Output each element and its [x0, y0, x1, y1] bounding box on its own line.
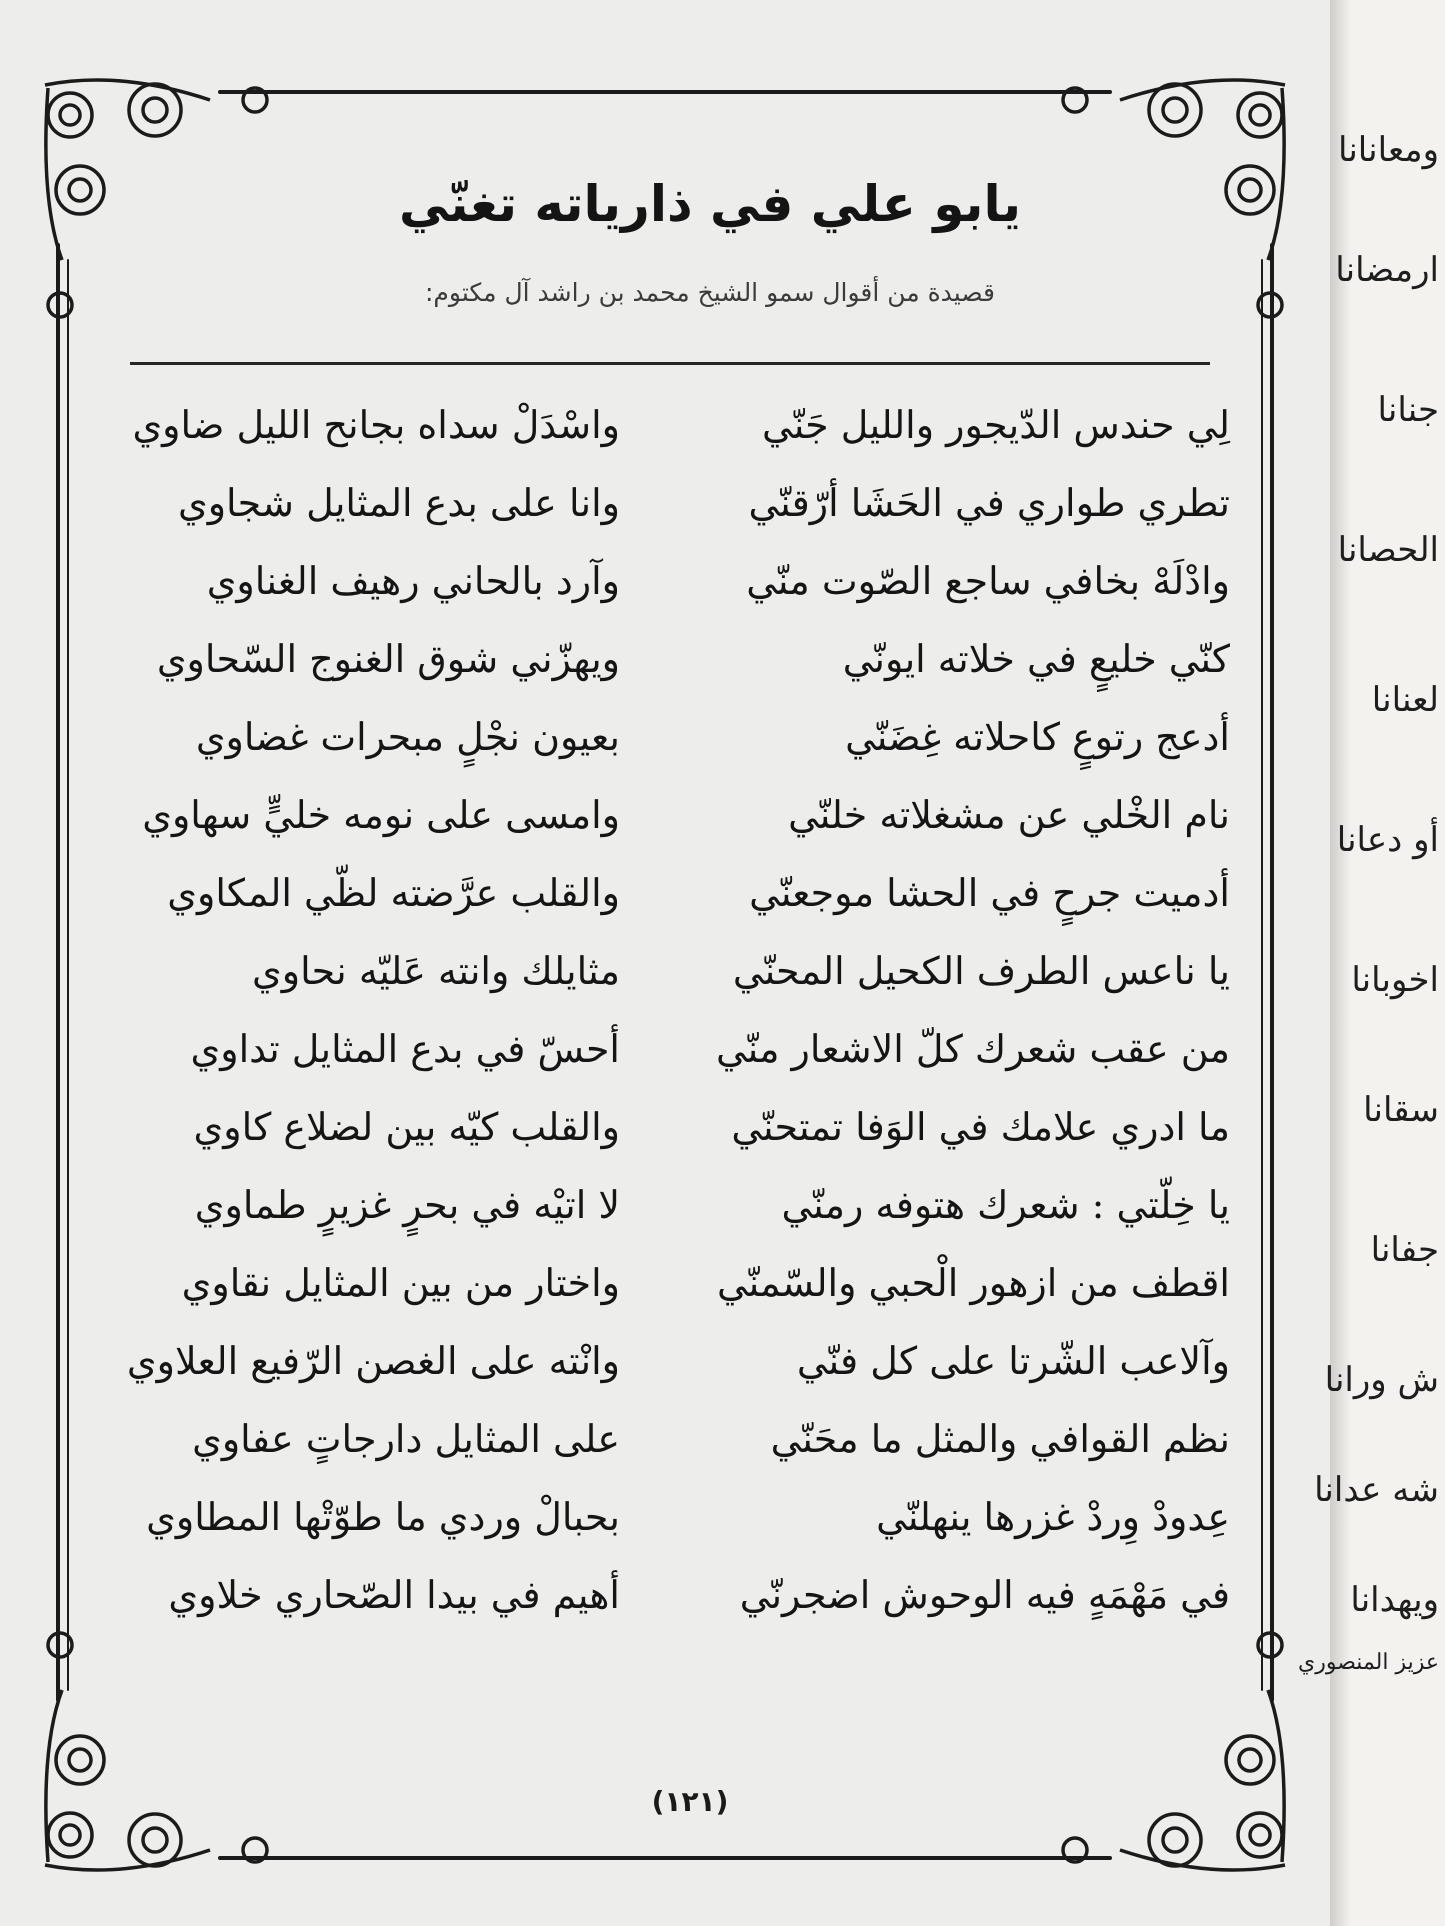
verse-second-hemistich: مثايلك وانته عَليّه نحاوي	[251, 949, 620, 993]
verse-first-hemistich: نام الخْلي عن مشغلاته خلنّي	[788, 793, 1230, 837]
adjacent-page-text: ويهدانا	[1350, 1580, 1439, 1620]
verse-second-hemistich: على المثايل دارجاتٍ عفاوي	[192, 1417, 620, 1461]
verse-first-hemistich: ما ادري علامك في الوَفا تمتحنّي	[731, 1105, 1230, 1149]
verse-row	[120, 1092, 1230, 1162]
adjacent-page-text: ارمضانا	[1335, 250, 1439, 290]
verse-first-hemistich: كنّي خليعٍ في خلاته ايونّي	[842, 637, 1230, 681]
verse-second-hemistich: بعيون نجْلٍ مبحرات غضاوي	[195, 715, 620, 759]
adjacent-page-text: لعنانا	[1371, 680, 1439, 720]
verse-second-hemistich: ويهزّني شوق الغنوج السّحاوي	[156, 637, 620, 681]
verse-row	[120, 1482, 1230, 1552]
verse-first-hemistich: نظم القوافي والمثل ما محَنّي	[770, 1417, 1230, 1461]
verse-row	[120, 624, 1230, 694]
verse-first-hemistich: لِي حندس الدّيجور والليل جَنّي	[762, 403, 1230, 447]
verse-row	[120, 780, 1230, 850]
page-number: (١٢١)	[651, 1785, 729, 1818]
verse-second-hemistich: أحسّ في بدع المثايل تداوي	[190, 1027, 620, 1071]
verse-second-hemistich: وانْته على الغصن الرّفيع العلاوي	[126, 1339, 620, 1383]
adjacent-page-text: عزيز المنصوري	[1298, 1650, 1439, 1675]
adjacent-page-text: ومعانانا	[1337, 130, 1439, 170]
adjacent-page-text: الحصانا	[1337, 530, 1439, 570]
adjacent-page-text: جفانا	[1370, 1230, 1439, 1270]
verse-first-hemistich: تطري طواري في الحَشَا أرّقنّي	[748, 481, 1230, 525]
verse-row	[120, 1560, 1230, 1630]
adjacent-page-edge	[1298, 0, 1445, 1926]
adjacent-page-text: ش ورانا	[1324, 1360, 1439, 1400]
verse-first-hemistich: أدعج رتوعٍ كاحلاته غِضَنّي	[845, 715, 1230, 759]
verse-row	[120, 1170, 1230, 1240]
poem-verses	[120, 390, 1230, 1650]
poem-subtitle: قصيدة من أقوال سمو الشيخ محمد بن راشد آل مكتوم:	[425, 278, 995, 307]
verse-second-hemistich: والقلب كيّه بين لضلاع كاوي	[193, 1105, 620, 1149]
verse-first-hemistich: يا ناعس الطرف الكحيل المحنّي	[732, 949, 1230, 993]
verse-second-hemistich: وانا على بدع المثايل شجاوي	[177, 481, 620, 525]
verse-row	[120, 936, 1230, 1006]
verse-second-hemistich: بحبالْ وردي ما طوّتْها المطاوي	[146, 1495, 620, 1539]
verse-first-hemistich: وآلاعب الشّرتا على كل فنّي	[796, 1339, 1230, 1383]
verse-first-hemistich: عِدودْ وِردْ غزرها ينهلنّي	[876, 1495, 1230, 1539]
verse-row	[120, 546, 1230, 616]
verse-row	[120, 390, 1230, 460]
verse-first-hemistich: يا خِلّتي : شعرك هتوفه رمنّي	[781, 1183, 1230, 1227]
verse-row	[120, 1014, 1230, 1084]
verse-first-hemistich: اقطف من ازهور الْحبي والسّمنّي	[716, 1261, 1230, 1305]
verse-first-hemistich: وادْلَهْ بخافي ساجع الصّوت منّي	[746, 559, 1230, 603]
verse-second-hemistich: وامسى على نومه خليٍّ سهاوي	[142, 793, 620, 837]
verse-first-hemistich: من عقب شعرك كلّ الاشعار منّي	[715, 1027, 1230, 1071]
adjacent-page-text: جنانا	[1377, 390, 1439, 430]
poem-title: يابو علي في ذارياته تغنّي	[399, 175, 1021, 233]
verse-row	[120, 1404, 1230, 1474]
title-divider	[130, 362, 1210, 365]
adjacent-page-text: اخوبانا	[1351, 960, 1439, 1000]
verse-second-hemistich: لا اتيْه في بحرٍ غزيرٍ طماوي	[194, 1183, 620, 1227]
verse-second-hemistich: وآرد بالحاني رهيف الغناوي	[206, 559, 620, 603]
verse-first-hemistich: أدميت جرحٍ في الحشا موجعنّي	[749, 871, 1230, 915]
verse-row	[120, 702, 1230, 772]
verse-second-hemistich: أهيم في بيدا الصّحاري خلاوي	[168, 1573, 620, 1617]
verse-second-hemistich: والقلب عرَّضته لظّي المكاوي	[167, 871, 620, 915]
adjacent-page-text: أو دعانا	[1336, 820, 1439, 860]
adjacent-page-text: سقانا	[1363, 1090, 1439, 1130]
verse-second-hemistich: واختار من بين المثايل نقاوي	[181, 1261, 620, 1305]
adjacent-page-text: شه عدانا	[1314, 1470, 1439, 1510]
verse-second-hemistich: واسْدَلْ سداه بجانح الليل ضاوي	[132, 403, 620, 447]
verse-row	[120, 1326, 1230, 1396]
verse-first-hemistich: في مَهْمَهٍ فيه الوحوش اضجرنّي	[739, 1573, 1230, 1617]
verse-row	[120, 1248, 1230, 1318]
verse-row	[120, 468, 1230, 538]
verse-row	[120, 858, 1230, 928]
